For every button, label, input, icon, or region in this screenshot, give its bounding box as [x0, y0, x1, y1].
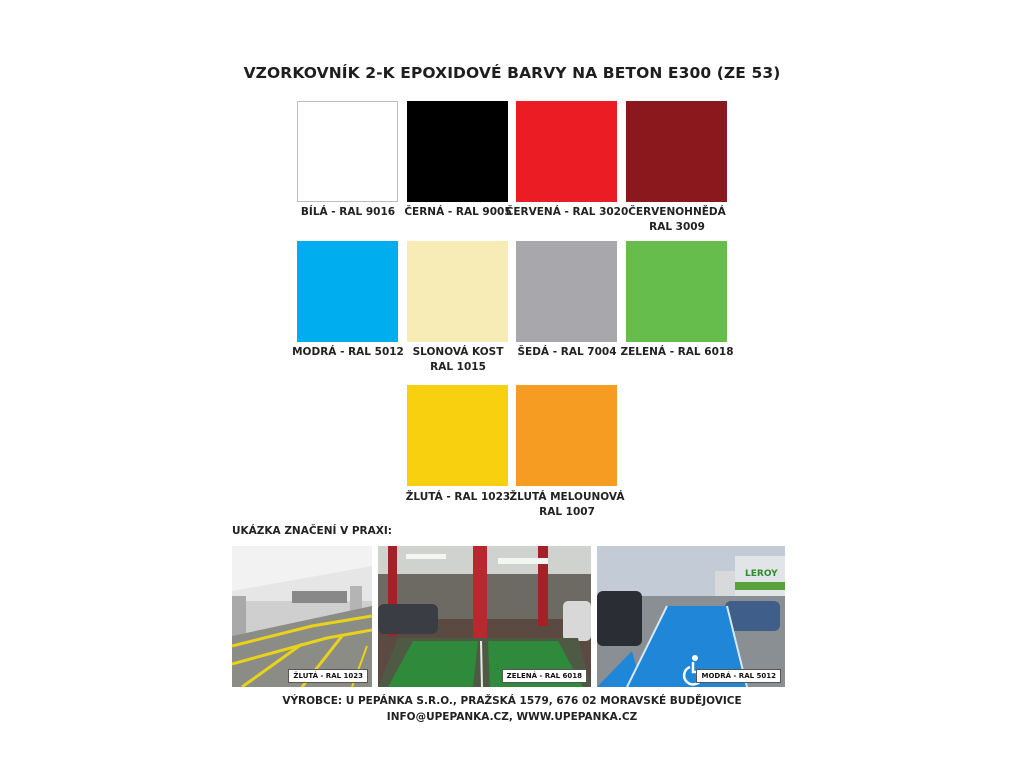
photo-caption-blue: MODRÁ - RAL 5012 [696, 669, 781, 683]
swatch-label-cerna: ČERNÁ - RAL 9005 [404, 206, 512, 218]
swatch-label-cervena: ČERVENÁ - RAL 3020 [505, 206, 629, 218]
swatch-label-bila: BÍLÁ - RAL 9016 [300, 206, 396, 218]
swatch-modra [297, 241, 398, 342]
swatch-zluta [407, 385, 508, 486]
photo-caption-yellow: ŽLUTÁ - RAL 1023 [288, 669, 368, 683]
footer-contact: INFO@UPEPANKA.CZ, WWW.UPEPANKA.CZ [386, 711, 638, 723]
swatch-zelena [626, 241, 727, 342]
photo-caption-green: ZELENÁ - RAL 6018 [502, 669, 587, 683]
swatch-label-zluta: ŽLUTÁ - RAL 1023 [405, 491, 511, 503]
swatch-label-slonova-kost: SLONOVÁ KOST RAL 1015 [412, 346, 504, 373]
swatch-label-zluta-melounova: ŽLUTÁ MELOUNOVÁ RAL 1007 [509, 491, 625, 518]
swatch-cervenohneda [626, 101, 727, 202]
example-photo-blue [597, 546, 785, 687]
page-title: VZORKOVNÍK 2-K EPOXIDOVÉ BARVY NA BETON E300 (ZE 53) [243, 64, 781, 82]
swatch-label-seda: ŠEDÁ - RAL 7004 [517, 346, 617, 358]
store-sign-text: LEROY [745, 569, 778, 579]
swatch-label-cervenohneda: ČERVENOHNĚDÁ RAL 3009 [628, 206, 726, 233]
example-photo-yellow [232, 546, 372, 687]
swatch-cerna [407, 101, 508, 202]
swatch-zluta-melounova [516, 385, 617, 486]
swatch-slonova-kost [407, 241, 508, 342]
example-photo-green [378, 546, 591, 687]
footer-manufacturer: VÝROBCE: U PEPÁNKA S.R.O., PRAŽSKÁ 1579, 676 02 MORAVSKÉ BUDĚJOVICE [282, 695, 742, 707]
swatch-label-zelena: ZELENÁ - RAL 6018 [620, 346, 734, 358]
examples-heading: UKÁZKA ZNAČENÍ V PRAXI: [232, 525, 392, 537]
swatch-cervena [516, 101, 617, 202]
swatch-bila [297, 101, 398, 202]
swatch-label-modra: MODRÁ - RAL 5012 [292, 346, 404, 358]
swatch-seda [516, 241, 617, 342]
